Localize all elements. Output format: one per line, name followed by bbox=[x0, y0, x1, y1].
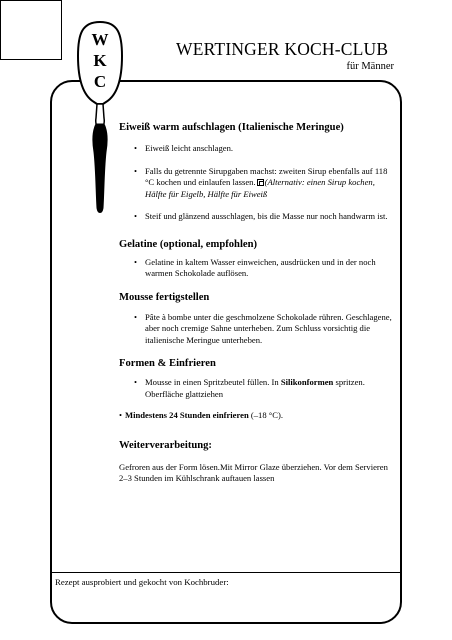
formen-list bbox=[119, 377, 395, 400]
page-title: WERTINGER KOCH-CLUB bbox=[176, 39, 389, 59]
page-subtitle: für Männer bbox=[346, 61, 394, 72]
section-heading-formen: Formen & Einfrieren bbox=[119, 358, 216, 369]
footer-credit: Rezept ausprobiert und gekocht von Kochbruder: bbox=[55, 577, 229, 587]
formen-list-secondary bbox=[119, 410, 395, 422]
recipe-content bbox=[119, 121, 395, 485]
corner-box bbox=[0, 0, 62, 60]
list-item: • Steif und glänzend ausschlagen, bis die Masse nur noch handwarm ist. bbox=[145, 211, 395, 223]
section-heading-gelatine: Gelatine (optional, empfohlen) bbox=[119, 238, 258, 250]
logo-letter-k: K bbox=[93, 51, 107, 70]
weiterverarbeitung-text: Gefroren aus der Form lösen.Mit Mirror Glaze überziehen. Vor dem Servieren 2–3 Stunden im Kühlschrank auftauen lassen bbox=[119, 461, 388, 483]
gelatine-list bbox=[119, 257, 395, 280]
list-item-italic-note: (Alternativ: einen Sirup kochen, Hälfte für Eigelb, Hälfte für Eiweiß bbox=[145, 177, 375, 199]
list-item-text: Mousse in einen Spritzbeutel füllen. In bbox=[145, 377, 281, 387]
list-item bbox=[145, 377, 395, 400]
list-item: • Eiweiß leicht anschlagen. bbox=[145, 143, 395, 155]
logo-letter-c: C bbox=[93, 72, 107, 91]
list-item: • Pâte à bombe unter die geschmolzene Schokolade rühren. Geschlagene, aber noch cremige Sahne unterheben. Zum Schluss vorsichtig die italienische Meringue unterheben. bbox=[145, 312, 395, 347]
section-heading-mousse: Mousse fertigstellen bbox=[119, 291, 210, 303]
list-item-text: spritzen. Oberfläche glattziehen bbox=[145, 377, 365, 399]
placeholder-glyph-icon bbox=[257, 179, 264, 186]
list-item-bold: Silikonformen bbox=[280, 377, 334, 387]
list-item-text: (–18 °C). bbox=[248, 410, 283, 420]
mousse-list bbox=[119, 312, 395, 347]
list-item bbox=[125, 410, 395, 422]
section-heading-meringue: Eiweiß warm aufschlagen (Italienische Meringue) bbox=[119, 122, 344, 133]
list-item: • Gelatine in kaltem Wasser einweichen, ausdrücken und in der noch warmen Schokolade auflösen. bbox=[145, 257, 395, 280]
list-item-text: Falls du getrennte Sirupgaben machst: zweiten Sirup ebenfalls auf 118 °C kochen und einlaufen lassen. bbox=[145, 165, 388, 187]
meringue-list bbox=[119, 143, 395, 223]
list-item bbox=[145, 166, 395, 201]
section-heading-weiterverarbeitung: Weiterverarbeitung: bbox=[119, 439, 212, 451]
list-item-bold: Mindestens 24 Stunden einfrieren bbox=[125, 410, 249, 420]
footer-divider bbox=[52, 572, 400, 573]
club-logo-spoon-icon bbox=[76, 20, 124, 220]
logo-letter-w: W bbox=[91, 30, 109, 49]
